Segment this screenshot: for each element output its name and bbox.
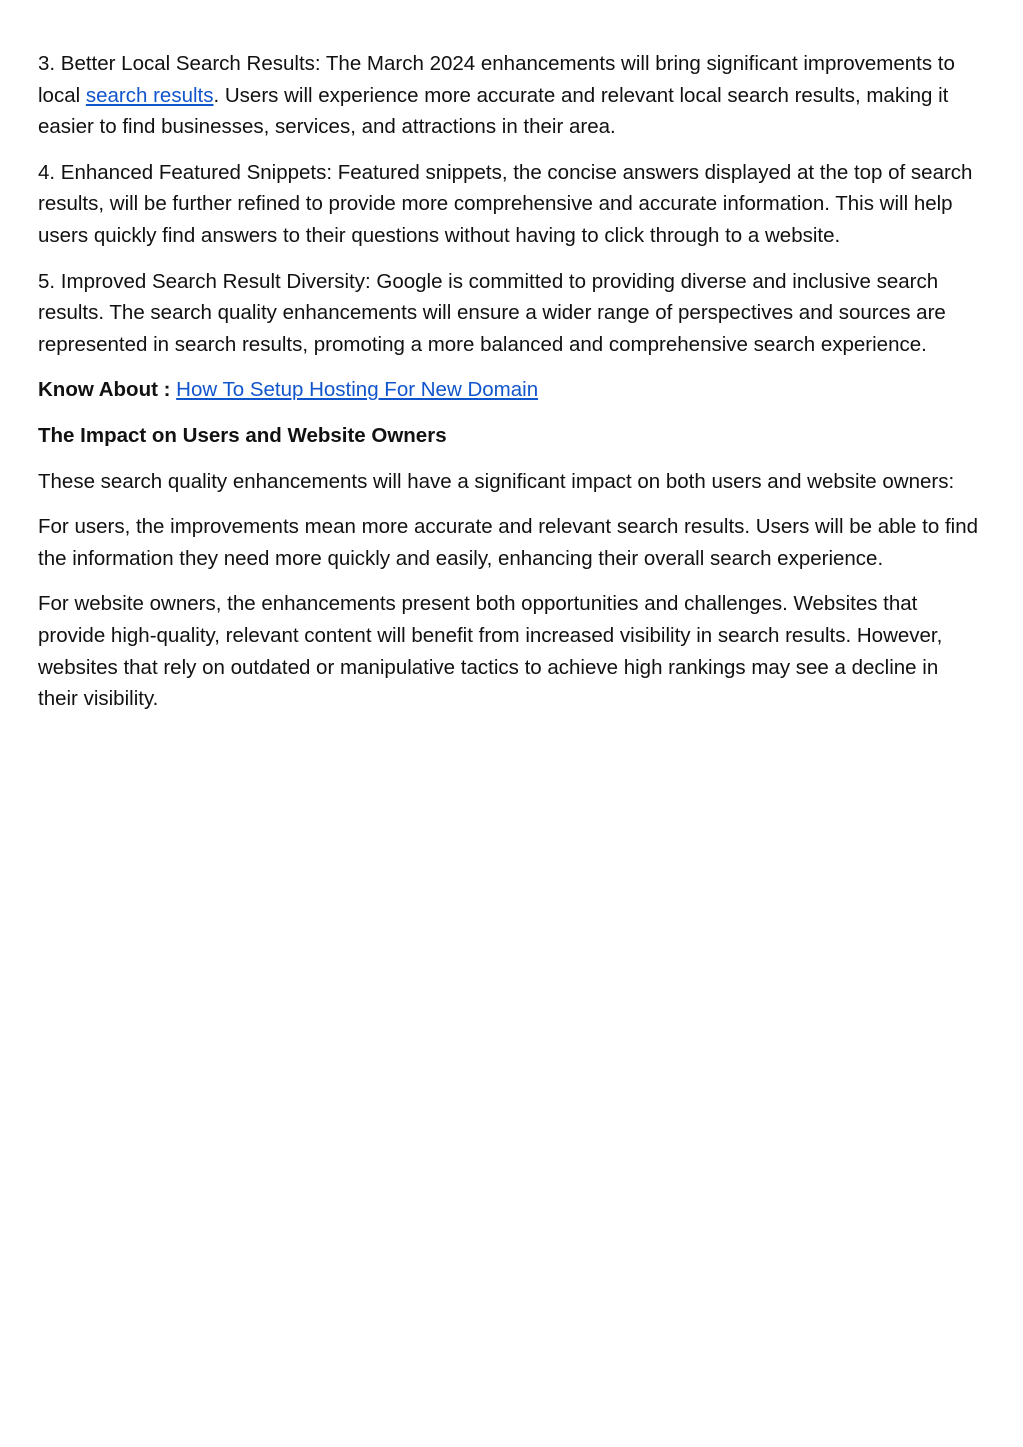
paragraph-owners-impact: For website owners, the enhancements present both opportunities and challenges. Websites that provide high-quality, relevant content will benefit from increased visibility in search results. However, websites that rely on outdated or manipulative tactics to achieve high rankings may see a decline in their visibility.: [38, 592, 943, 711]
paragraph-featured-snippets: 4. Enhanced Featured Snippets: Featured snippets, the concise answers displayed at the top of search results, will be further refined to provide more comprehensive and accurate information. This will help users quickly find answers to their questions without having to click through to a website.: [38, 160, 973, 247]
paragraph-users-impact: For users, the improvements mean more accurate and relevant search results. Users will be able to find the information they need more quickly and easily, enhancing their overall search experience.: [38, 515, 978, 570]
document-page: [38, 48, 983, 729]
paragraph-local-search: [38, 48, 983, 143]
paragraph-local-search-text-end: . Users will experience more accurate and relevant local search results, making it easier to find businesses, services, and attractions in their area.: [38, 83, 949, 139]
hosting-setup-link[interactable]: How To Setup Hosting For New Domain: [176, 378, 539, 402]
know-about-label: Know About :: [38, 378, 171, 402]
know-about-line: [38, 374, 983, 406]
section-heading: The Impact on Users and Website Owners: [38, 423, 447, 447]
paragraph-result-diversity: 5. Improved Search Result Diversity: Google is committed to providing diverse and inclusive search results. The search quality enhancements will ensure a wider range of perspectives and sources are represented in search results, promoting a more balanced and comprehensive search experience.: [38, 269, 946, 356]
search-results-link[interactable]: search results: [85, 83, 214, 107]
paragraph-impact-intro: These search quality enhancements will have a significant impact on both users and website owners:: [38, 469, 955, 493]
paragraph-local-search-text-start: 3. Better Local Search Results: The March 2024 enhancements will bring significant improvements to local: [38, 52, 955, 107]
